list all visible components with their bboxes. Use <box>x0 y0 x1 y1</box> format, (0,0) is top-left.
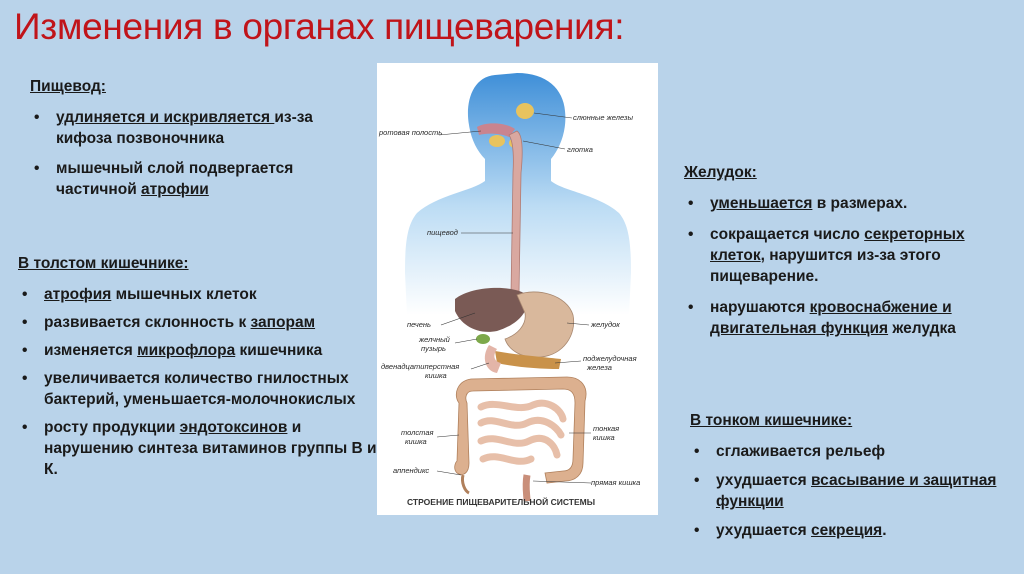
underlined-text: уменьшается <box>710 195 813 212</box>
label-large-intestine-1: толстая <box>401 428 434 437</box>
salivary-gland <box>516 103 534 119</box>
label-duodenum-1: двенадцатиперстная <box>381 362 460 371</box>
label-pharynx: глотка <box>567 145 593 154</box>
small-intestine-heading: В тонком кишечнике: <box>690 412 853 429</box>
gallbladder <box>476 334 490 344</box>
liver <box>455 288 528 332</box>
underlined-text: удлиняется и искривляется <box>56 109 275 126</box>
underlined-text: запорам <box>250 314 316 331</box>
small-intestine-section <box>690 410 1020 549</box>
list-item <box>30 107 370 149</box>
list-item <box>18 417 378 480</box>
text: в размерах. <box>812 195 908 212</box>
digestive-system-diagram <box>377 63 658 515</box>
text: мышечный слой подвергается частичной <box>56 160 294 198</box>
stomach-list <box>684 193 1019 339</box>
list-item <box>684 297 1019 339</box>
stomach-heading: Желудок: <box>684 164 757 181</box>
list-item <box>684 224 1019 287</box>
text: ухудшается <box>716 522 812 539</box>
text: изменяется <box>44 342 138 359</box>
colon-list <box>18 284 378 480</box>
list-item <box>690 520 1020 541</box>
underlined-text: микрофлора <box>137 342 236 359</box>
colon-heading: В толстом кишечнике: <box>18 255 189 272</box>
small-intestine <box>481 403 563 461</box>
salivary-gland <box>489 135 505 147</box>
list-item <box>18 284 378 305</box>
text: сокращается число <box>710 226 865 243</box>
label-mouth-cavity: ротовая полость <box>379 128 443 137</box>
text: и нарушению синтеза витаминов группы В и К. <box>44 419 377 478</box>
diagram-caption: СТРОЕНИЕ ПИЩЕВАРИТЕЛЬНОЙ СИСТЕМЫ <box>407 497 596 507</box>
colon-section <box>18 253 378 487</box>
anatomy-illustration <box>377 63 658 515</box>
text: из-за кифоза позвоночника <box>56 109 313 147</box>
underlined-text: всасывание и защитная функции <box>716 472 997 510</box>
underlined-text: секреторных клеток <box>710 226 965 264</box>
text: росту продукции <box>44 419 180 436</box>
underlined-text: атрофия <box>44 286 112 303</box>
list-item <box>18 340 378 361</box>
text: . <box>882 522 887 539</box>
slide-title: Изменения в органах пищеварения: <box>14 6 625 47</box>
list-item: • сглаживается рельеф <box>690 441 1020 462</box>
list-item <box>30 158 370 200</box>
label-small-intestine-2: кишка <box>593 433 615 442</box>
stomach-section <box>684 162 1019 349</box>
label-salivary-glands: слюнные железы <box>573 113 634 122</box>
esophagus-list <box>30 107 370 200</box>
small-intestine-list <box>690 441 1020 541</box>
label-rectum: прямая кишка <box>591 478 641 487</box>
list-item: • увеличивается количество гнилостных бактерий, уменьшается-молочнокислых <box>18 368 378 410</box>
text: ухудшается <box>716 472 812 489</box>
label-esophagus: пищевод <box>427 228 458 237</box>
label-large-intestine-2: кишка <box>405 437 427 446</box>
text: кишечника <box>235 342 323 359</box>
label-gallbladder-1: желчный <box>419 335 450 344</box>
label-small-intestine-1: тонкая <box>593 424 620 433</box>
text: мышечных клеток <box>111 286 257 303</box>
label-liver: печень <box>407 320 432 329</box>
list-item <box>690 470 1020 512</box>
text: нарушаются <box>710 299 810 316</box>
label-gallbladder-2: пузырь <box>421 344 446 353</box>
text: , нарушится из-за этого пищеварение. <box>710 247 941 285</box>
label-stomach: желудок <box>591 320 620 329</box>
underlined-text: атрофии <box>141 181 209 198</box>
underlined-text: секреция <box>811 522 883 539</box>
label-pancreas-2: железа <box>587 363 612 372</box>
label-pancreas-1: поджелудочная <box>583 354 637 363</box>
large-intestine <box>455 377 586 483</box>
text: развивается склонность к <box>44 314 251 331</box>
underlined-text: кровоснабжение и двигательная функция <box>710 299 952 337</box>
appendix <box>462 475 469 493</box>
label-duodenum-2: кишка <box>425 371 447 380</box>
underlined-text: эндотоксинов <box>179 419 288 436</box>
list-item <box>18 312 378 333</box>
text: желудка <box>888 320 956 337</box>
esophagus-section <box>30 76 370 209</box>
label-appendix: аппендикс <box>393 466 430 475</box>
esophagus-heading: Пищевод: <box>30 78 106 95</box>
list-item <box>684 193 1019 214</box>
